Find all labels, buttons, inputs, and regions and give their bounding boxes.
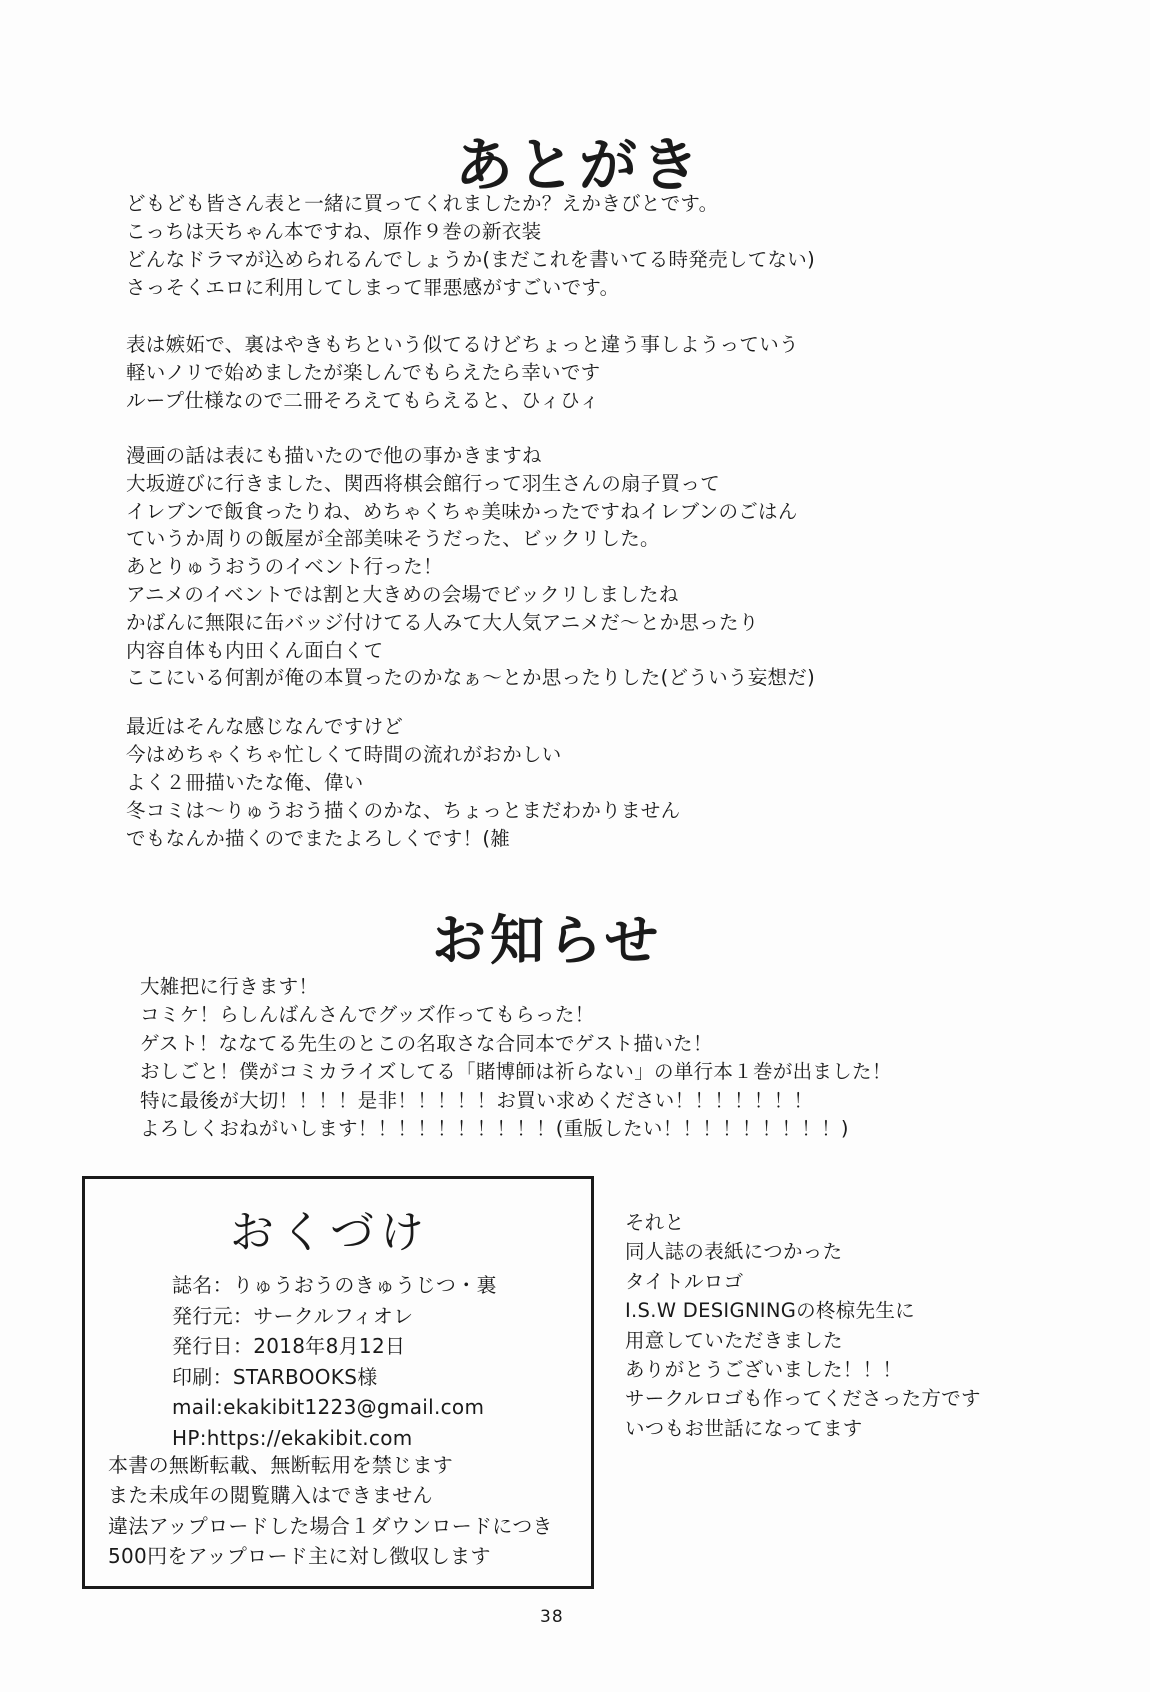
colophon-item: HP:https://ekakibit.com — [172, 1425, 413, 1450]
afterword-heading: あとがき — [455, 131, 704, 199]
colophon-item: 印刷：STARBOOKS様 — [172, 1364, 378, 1389]
afterword-paragraph-1 — [126, 190, 815, 302]
notice-list — [140, 973, 892, 1143]
colophon-item: 誌名：りゅうおうのきゅうじつ・裏 — [172, 1273, 497, 1297]
text-line: でもなんか描くのでまたよろしくです！(雑 — [126, 827, 511, 850]
text-line: 用意していただきました — [625, 1328, 843, 1352]
text-line: 漫画の話は表にも描いたので他の事かきますね — [126, 444, 542, 467]
colophon-item: mail:ekakibit1223@gmail.com — [172, 1395, 485, 1420]
side-note — [625, 1208, 981, 1443]
text-line: さっそくエロに利用してしまって罪悪感がすごいです。 — [126, 276, 620, 299]
text-line: 表は嫉妬で、裏はやきもちという似てるけどちょっと違う事しようっていう — [126, 333, 799, 356]
notice-item: よろしくおねがいします！！！！！！！！！！(重版したい！！！！！！！！！) — [140, 1117, 849, 1141]
text-line: よく２冊描いたな俺、偉い — [126, 771, 364, 794]
colophon-item: 発行日：2018年8月12日 — [172, 1334, 406, 1359]
text-line: それと — [625, 1211, 685, 1234]
text-line: いつもお世話になってます — [625, 1416, 863, 1440]
text-line: 大坂遊びに行きました、関西将棋会館行って羽生さんの扇子買って — [126, 471, 721, 495]
legal-line: 違法アップロードした場合１ダウンロードにつき — [108, 1513, 553, 1538]
notice-heading: お知らせ — [432, 908, 663, 972]
text-line: 最近はそんな感じなんですけど — [126, 715, 404, 738]
text-line: どもども皆さん表と一緒に買ってくれましたか？えかきびとです。 — [126, 192, 719, 215]
text-line: タイトルロゴ — [625, 1269, 744, 1293]
colophon-legal-notice — [108, 1450, 553, 1572]
afterword-paragraph-4 — [126, 713, 680, 853]
notice-item: ゲスト！ななてる先生のとこの名取さな合同本でゲスト描いた！ — [140, 1031, 713, 1055]
text-line: どんなドラマが込められるんでしょうか(まだこれを書いてる時発売してない) — [126, 248, 816, 271]
text-line: 冬コミは〜りゅうおう描くのかな、ちょっとまだわかりません — [126, 799, 681, 822]
notice-item: おしごと！僕がコミカライズしてる「賭博師は祈らない」の単行本１巻が出ました！ — [140, 1060, 892, 1084]
text-line: かばんに無限に缶バッジ付けてる人みて大人気アニメだ〜とか思ったり — [126, 610, 759, 634]
notice-item: コミケ！らしんばんさんでグッズ作ってもらった！ — [140, 1003, 595, 1027]
notice-item: 特に最後が大切！！！！是非！！！！！お買い求めください！！！！！！！ — [140, 1088, 814, 1112]
text-line: ここにいる何割が俺の本買ったのかなぁ〜とか思ったりした(どういう妄想だ) — [126, 666, 816, 690]
text-line: 今はめちゃくちゃ忙しくて時間の流れがおかしい — [126, 743, 562, 766]
colophon-heading: おくづけ — [230, 1207, 430, 1258]
afterword-paragraph-3 — [126, 442, 815, 692]
text-line: 軽いノリで始めましたが楽しんでもらえたら幸いです — [126, 361, 601, 384]
text-line: 同人誌の表紙につかった — [625, 1240, 843, 1264]
legal-line: また未成年の閲覧購入はできません — [108, 1483, 433, 1508]
text-line: ていうか周りの飯屋が全部美味そうだった、ビックリした。 — [126, 527, 660, 551]
legal-line: 500円をアップロード主に対し徴収します — [108, 1544, 491, 1569]
text-line: こっちは天ちゃん本ですね、原作９巻の新衣装 — [126, 220, 542, 243]
notice-item: 大雑把に行きます！ — [140, 975, 319, 998]
text-line: イレブンで飯食ったりね、めちゃくちゃ美味かったですねイレブンのごはん — [126, 499, 798, 523]
text-line: ループ仕様なので二冊そろえてもらえると、ひィひィ — [126, 389, 600, 412]
text-line: あとりゅうおうのイベント行った！ — [126, 555, 443, 579]
legal-line: 本書の無断転載、無断転用を禁じます — [108, 1453, 454, 1477]
text-line: アニメのイベントでは割と大きめの会場でビックリしましたね — [126, 582, 679, 606]
text-line: ありがとうございました！！！ — [625, 1358, 903, 1382]
afterword-paragraph-2 — [126, 331, 799, 415]
text-line: 内容自体も内田くん面白くて — [126, 638, 384, 662]
text-line: サークルロゴも作ってくださった方です — [625, 1387, 981, 1411]
colophon-item: 発行元：サークルフィオレ — [172, 1303, 414, 1328]
colophon-details — [172, 1270, 497, 1454]
text-line: I.S.W DESIGNINGの柊椋先生に — [625, 1299, 915, 1323]
page-number: 38 — [540, 1607, 564, 1627]
